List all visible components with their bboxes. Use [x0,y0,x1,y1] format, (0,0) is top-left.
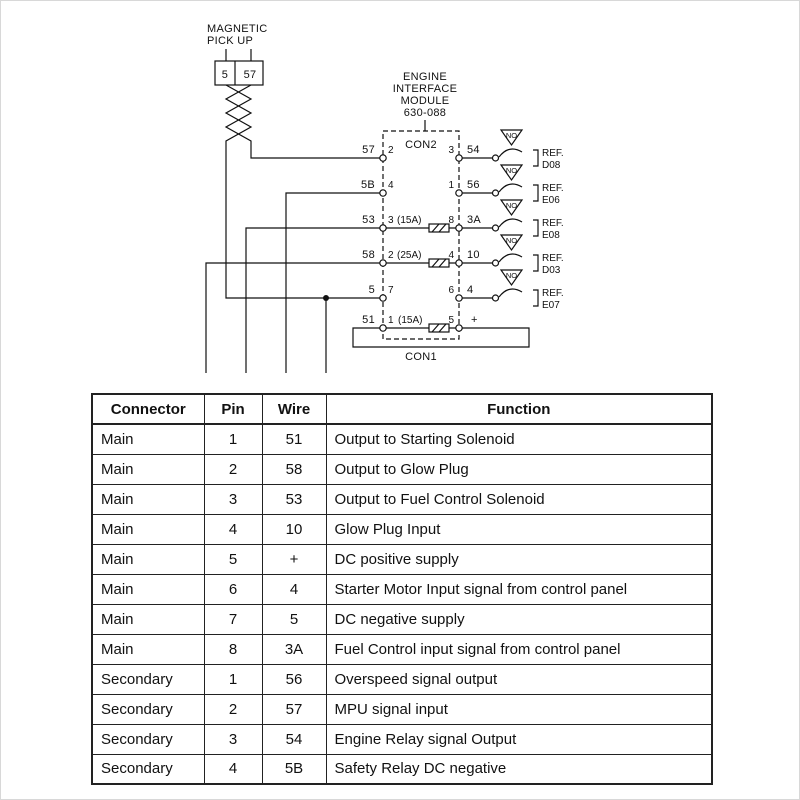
ref-bracket [533,290,538,306]
cell-connector: Main [92,634,204,664]
pin-circle [456,260,462,266]
cell-wire: 10 [262,514,326,544]
cell-wire: 53 [262,484,326,514]
ref-label-line2: D03 [542,265,561,276]
ref-label-line2: E06 [542,195,560,206]
relay-no-label: NO [505,131,518,141]
ref-label-line2: D08 [542,160,561,171]
left-wiring [206,193,380,373]
cell-function: Output to Fuel Control Solenoid [326,484,712,514]
header-connector: Connector [92,394,204,424]
cell-wire: 58 [262,454,326,484]
table-row [92,544,712,574]
cell-wire: 5B [262,754,326,784]
contact-blade [499,289,522,297]
header-function: Function [326,394,712,424]
cell-connector: Main [92,604,204,634]
pin-circle [380,190,386,196]
right-wire-label: 56 [467,179,480,191]
cell-function: Glow Plug Input [326,514,712,544]
fuse-rating-label: (15A) [398,315,423,326]
right-wire-label: 4 [467,284,474,296]
pin-circle [456,295,462,301]
left-wire-label: 5 [368,284,375,296]
ref-label-line1: REF. [542,218,564,229]
pin-circle [380,295,386,301]
connector-label-con2: CON2 [405,139,437,151]
left-wire-label: 57 [362,144,375,156]
pickup-wire-left: 5 [221,69,229,81]
cell-wire: 4 [262,574,326,604]
relay-no-label: NO [505,236,518,246]
pin-circle [456,225,462,231]
cell-function: MPU signal input [326,694,712,724]
wiring-diagram [1,1,800,391]
right-pin-number: 5 [448,315,454,326]
cell-connector: Secondary [92,754,204,784]
cell-pin: 4 [204,514,262,544]
table-row [92,454,712,484]
pin-circle [456,325,462,331]
left-wire-label: 51 [362,314,375,326]
cell-pin: 2 [204,454,262,484]
fuse-icon [429,259,449,267]
left-pin-number: 4 [388,180,394,191]
fuse-rows [386,215,456,332]
cell-pin: 1 [204,424,262,454]
table-row [92,514,712,544]
ref-label-line1: REF. [542,288,564,299]
junction-dot [323,295,329,301]
left-pin-number: 2 [388,145,394,156]
ref-label-line2: E08 [542,230,560,241]
cell-connector: Main [92,454,204,484]
module-name-line2: INTERFACE [392,83,458,95]
ref-bracket [533,220,538,236]
cell-pin: 3 [204,484,262,514]
left-pin-number: 3 [388,215,394,226]
connector-label-con1: CON1 [405,351,437,363]
contact-circle [493,155,499,161]
table-row [92,664,712,694]
left-pin-number: 7 [388,285,394,296]
left-pin-number: 1 [388,315,394,326]
table-row [92,424,712,454]
cell-function: Output to Starting Solenoid [326,424,712,454]
cell-function: Engine Relay signal Output [326,724,712,754]
wire-58 [206,263,380,373]
cell-connector: Main [92,574,204,604]
cell-connector: Main [92,514,204,544]
table-row [92,724,712,754]
ref-label-line1: REF. [542,148,564,159]
fuse-icon [429,324,449,332]
cell-connector: Secondary [92,724,204,754]
ref-label-line1: REF. [542,253,564,264]
cell-function: Starter Motor Input signal from control panel [326,574,712,604]
header-pin: Pin [204,394,262,424]
pin-circle [380,155,386,161]
pin-circle [380,260,386,266]
cell-pin: 2 [204,694,262,724]
table-row [92,574,712,604]
cell-wire: + [262,544,326,574]
pickup-wire-right: 57 [243,69,257,81]
cell-pin: 4 [204,754,262,784]
pin-circle [380,225,386,231]
right-wire-label: + [471,314,478,326]
cell-pin: 6 [204,574,262,604]
right-pin-number: 6 [448,285,454,296]
ref-label-line2: E07 [542,300,560,311]
cell-function: DC positive supply [326,544,712,574]
fuse-icon [429,224,449,232]
right-pin-labels [448,144,481,326]
pin-circle [380,325,386,331]
cell-wire: 5 [262,604,326,634]
ref-bracket [533,255,538,271]
cell-pin: 3 [204,724,262,754]
cell-connector: Secondary [92,664,204,694]
pickup-label-line2: PICK UP [207,35,254,47]
left-pin-number: 2 [388,250,394,261]
pickup-label-line1: MAGNETIC [207,23,268,35]
module-outline [383,131,459,339]
cell-function: Output to Glow Plug [326,454,712,484]
cell-wire: 56 [262,664,326,694]
fuse-rating-label: (15A) [397,215,422,226]
relay-no-label: NO [505,166,518,176]
module-name-line3: MODULE [400,95,450,107]
table-row [92,694,712,724]
wire-53 [246,228,380,373]
cell-connector: Main [92,484,204,514]
twisted-wire-57 [226,85,380,158]
table-row [92,634,712,664]
cell-function: Overspeed signal output [326,664,712,694]
magnetic-pickup [207,23,380,298]
right-pin-number: 4 [448,250,454,261]
right-pin-number: 1 [448,180,454,191]
cell-pin: 5 [204,544,262,574]
header-wire: Wire [262,394,326,424]
relay-no-label: NO [505,201,518,211]
cell-function: DC negative supply [326,604,712,634]
left-wire-label: 53 [362,214,375,226]
pin-circle [456,190,462,196]
right-pin-number: 8 [448,215,454,226]
cell-connector: Secondary [92,694,204,724]
pin-function-table [91,393,713,785]
cell-connector: Main [92,424,204,454]
contact-circle [493,190,499,196]
twisted-wire-5 [226,85,380,298]
left-wire-label: 58 [362,249,375,261]
cell-function: Safety Relay DC negative [326,754,712,784]
contact-circle [493,260,499,266]
cell-wire: 57 [262,694,326,724]
cell-pin: 1 [204,664,262,694]
cell-connector: Main [92,544,204,574]
table-row [92,604,712,634]
contact-blade [499,219,522,227]
left-wire-label: 5B [360,179,375,191]
contact-circle [493,295,499,301]
right-wire-label: 10 [467,249,480,261]
right-pin-number: 3 [448,145,454,156]
right-wire-label: 54 [467,144,480,156]
cell-function: Fuel Control input signal from control panel [326,634,712,664]
fuse-rating-label: (25A) [397,250,422,261]
cell-wire: 54 [262,724,326,754]
relay-row-5 [462,270,564,311]
contact-circle [493,225,499,231]
cell-pin: 8 [204,634,262,664]
ref-bracket [533,185,538,201]
table-row [92,754,712,784]
cell-wire: 51 [262,424,326,454]
table-row [92,484,712,514]
right-wire-label: 3A [467,214,482,226]
ref-label-line1: REF. [542,183,564,194]
module-part-number: 630-088 [403,107,447,119]
cell-wire: 3A [262,634,326,664]
relay-no-label: NO [505,271,518,281]
contact-blade [499,149,522,157]
contact-blade [499,254,522,262]
pin-circle [456,155,462,161]
module-name-line1: ENGINE [403,71,447,83]
table-header-row [92,394,712,424]
contact-blade [499,184,522,192]
ref-bracket [533,150,538,166]
left-pin-labels [361,144,394,326]
cell-pin: 7 [204,604,262,634]
